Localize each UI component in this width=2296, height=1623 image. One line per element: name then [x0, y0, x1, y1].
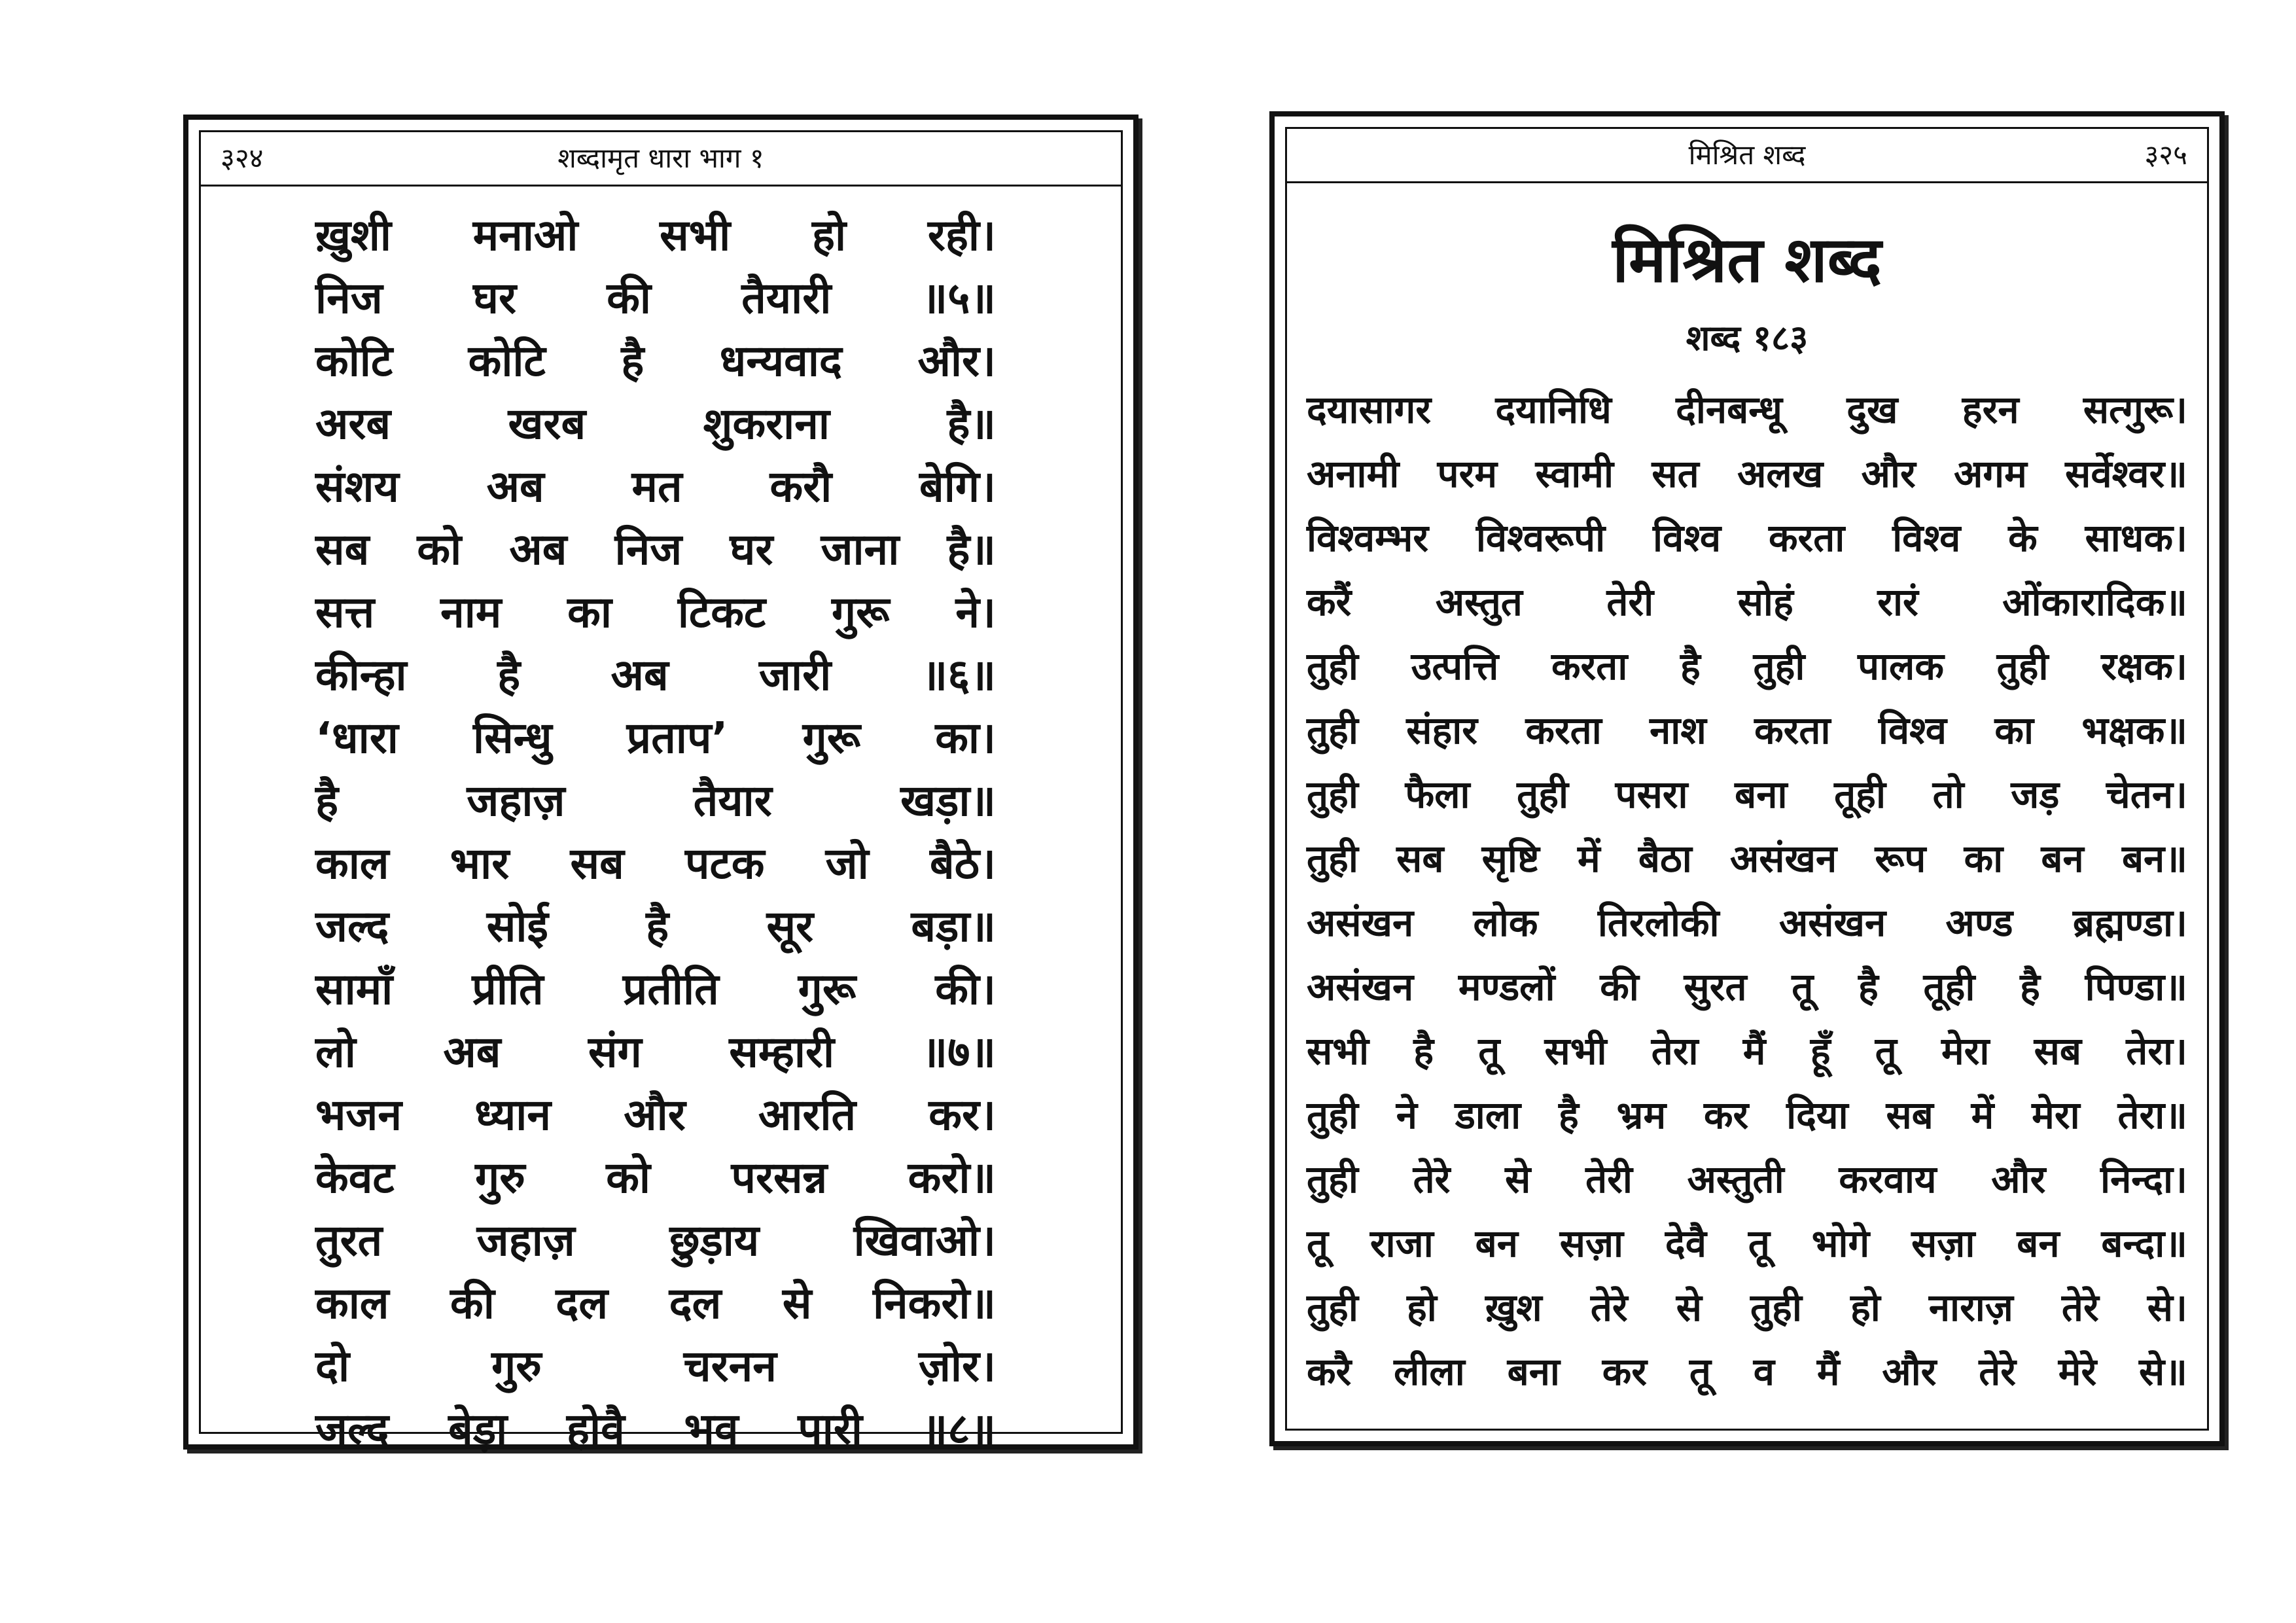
left-page	[183, 115, 1139, 1454]
verse-line: भजन ध्यान और आरति कर।	[315, 1090, 996, 1140]
hymn-number: शब्द १८३	[1686, 317, 1809, 359]
left-page-header	[201, 132, 1121, 187]
left-running-title: शब्दामृत धारा भाग १	[557, 142, 764, 174]
verse-line: संशय अब मत करौ बेगि।	[315, 461, 996, 512]
verse-line: विश्वम्भर विश्वरूपी विश्व करता विश्व के साधक।	[1307, 516, 2187, 560]
verse-line: असंखन लोक तिरलोकी असंखन अण्ड ब्रह्मण्डा।	[1307, 901, 2187, 945]
verse-line: तुही हो ख़ुश तेरे से तुही हो नाराज़ तेरे से।	[1307, 1285, 2187, 1330]
verse-line: तुही उत्पत्ति करता है तुही पालक तुही रक्षक।	[1307, 644, 2187, 688]
verse-line: सत्त नाम का टिकट गुरू ने।	[315, 587, 996, 637]
verse-line: कीन्हा है अब जारी ॥६॥	[315, 650, 996, 700]
verse-line: सामाँ प्रीति प्रतीति गुरू की।	[315, 964, 996, 1014]
verse-line: है जहाज़ तैयार खड़ा॥	[315, 776, 996, 826]
verse-line: निज घर की तैयारी ॥५॥	[315, 273, 996, 323]
left-page-number: ३२४	[221, 142, 264, 174]
verse-line: तुही तेरे से तेरी अस्तुती करवाय और निन्दा।	[1307, 1157, 2187, 1202]
verse-line: तुही सब सृष्टि में बैठा असंखन रूप का बन बन॥	[1307, 836, 2187, 881]
verse-line: काल की दल दल से निकरो॥	[315, 1278, 996, 1329]
right-verse-list	[1307, 378, 2187, 1404]
right-page	[1269, 111, 2225, 1446]
verse-line: कोटि कोटि है धन्यवाद और।	[315, 336, 996, 386]
verse-line: तुरत जहाज़ छुड़ाय खिवाओ।	[315, 1215, 996, 1266]
right-page-number: ३२५	[2144, 139, 2187, 171]
verse-line: जल्द बेड़ा होवै भव पारी ॥८॥	[315, 1404, 996, 1454]
verse-line: करैं अस्तुत तेरी सोहं रारं ओंकारादिक॥	[1307, 580, 2187, 624]
verse-line: केवट गुरु को परसन्न करो॥	[315, 1152, 996, 1203]
verse-line: तू राजा बन सज़ा देवै तू भोगे सज़ा बन बन्दा॥	[1307, 1221, 2187, 1266]
right-page-frame	[1285, 127, 2209, 1431]
section-title: मिश्रित शब्द	[1612, 223, 1882, 296]
verse-line: तुही फैला तुही पसरा बना तूही तो जड़ चेतन।	[1307, 772, 2187, 817]
verse-line: लो अब संग सम्हारी ॥७॥	[315, 1027, 996, 1077]
verse-line: करै लीला बना कर तू व मैं और तेरे मेरे से॥	[1307, 1349, 2187, 1394]
left-verse-list	[315, 204, 996, 1461]
verse-line: तुही संहार करता नाश करता विश्व का भक्षक॥	[1307, 708, 2187, 753]
left-page-frame	[199, 130, 1123, 1454]
verse-line: सब को अब निज घर जाना है॥	[315, 524, 996, 575]
verse-line: दयासागर दयानिधि दीनबन्धू दुख हरन सत्गुरू।	[1307, 387, 2187, 432]
verse-line: तुही ने डाला है भ्रम कर दिया सब में मेरा तेरा॥	[1307, 1093, 2187, 1137]
verse-line: दो गुरु चरनन ज़ोर।	[315, 1341, 996, 1391]
verse-line: अनामी परम स्वामी सत अलख और अगम सर्वेश्वर॥	[1307, 452, 2187, 496]
right-page-header	[1287, 129, 2207, 183]
right-running-title: मिश्रित शब्द	[1688, 139, 1806, 171]
verse-line: असंखन मण्डलों की सुरत तू है तूही है पिण्डा॥	[1307, 965, 2187, 1009]
verse-line: अरब खरब शुकराना है॥	[315, 399, 996, 449]
verse-line: सभी है तू सभी तेरा मैं हूँ तू मेरा सब तेरा।	[1307, 1029, 2187, 1073]
verse-line: जल्द सोई है सूर बड़ा॥	[315, 901, 996, 952]
verse-line: ‘धारा सिन्धु प्रताप’ गुरू का।	[315, 713, 996, 763]
verse-line: ख़ुशी मनाओ सभी हो रही।	[315, 210, 996, 260]
verse-line: काल भार सब पटक जो बैठे।	[315, 838, 996, 889]
